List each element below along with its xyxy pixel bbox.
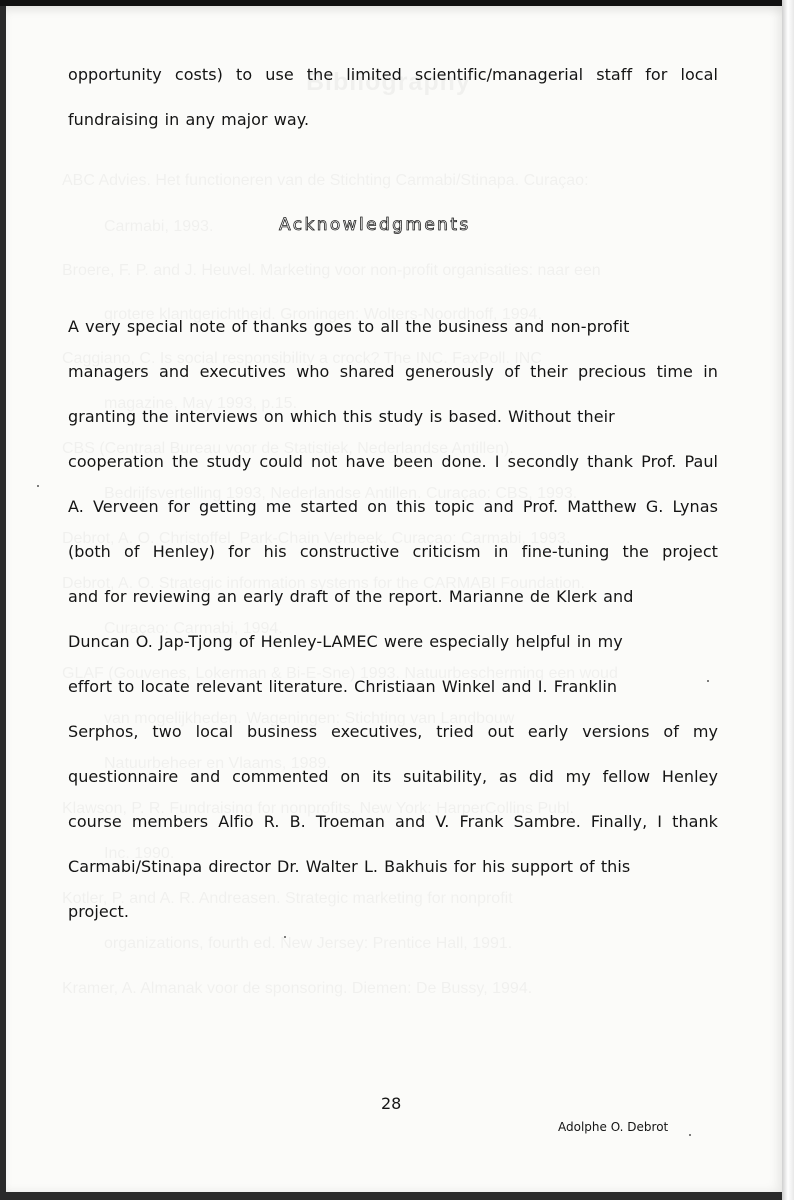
paragraph-line: A. Verveen for getting me started on this topic and Prof. Matthew G. Lynas <box>68 497 718 516</box>
scan-speck <box>284 936 286 938</box>
bleed-through-line <box>62 172 589 190</box>
author-name: Adolphe O. Debrot <box>558 1120 669 1134</box>
bleed-through-line <box>62 890 513 908</box>
paragraph-line: granting the interviews on which this study is based. Without their <box>68 407 615 426</box>
paragraph-line: (both of Henley) for his constructive criticism in fine-tuning the project <box>68 542 718 561</box>
paragraph-line: cooperation the study could not have been done. I secondly thank Prof. Paul <box>68 452 718 471</box>
bleed-through-line <box>104 935 512 953</box>
paragraph-line: effort to locate relevant literature. Christiaan Winkel and I. Franklin <box>68 677 618 696</box>
paragraph-line: managers and executives who shared generously of their precious time in <box>68 362 718 381</box>
section-heading: Acknowledgments <box>279 215 471 235</box>
scan-right-edge <box>782 0 794 1200</box>
paragraph-line: Serphos, two local business executives, tried out early versions of my <box>68 722 718 741</box>
intro-line: fundraising in any major way. <box>68 110 310 129</box>
paragraph-line: project. <box>68 902 130 921</box>
paragraph-line: Duncan O. Jap-Tjong of Henley-LAMEC were especially helpful in my <box>68 632 623 651</box>
paragraph-line: A very special note of thanks goes to all the business and non-profit <box>68 317 630 336</box>
scan-speck <box>707 680 709 682</box>
paragraph-line: course members Alfio R. B. Troeman and V. Frank Sambre. Finally, I thank <box>68 812 718 831</box>
bleed-through-line <box>62 980 532 998</box>
document-page <box>6 6 786 1192</box>
paragraph-line: Carmabi/Stinapa director Dr. Walter L. Bakhuis for his support of this <box>68 857 631 876</box>
bleed-through-line <box>62 262 601 280</box>
page-number: 28 <box>381 1094 402 1113</box>
paragraph-line: and for reviewing an early draft of the report. Marianne de Klerk and <box>68 587 634 606</box>
intro-line: opportunity costs) to use the limited scientific/managerial staff for local <box>68 65 718 84</box>
scan-speck <box>37 485 39 487</box>
paragraph-line: questionnaire and commented on its suitability, as did my fellow Henley <box>68 767 718 786</box>
scan-speck <box>689 1134 691 1136</box>
bleed-through-line <box>104 218 213 236</box>
